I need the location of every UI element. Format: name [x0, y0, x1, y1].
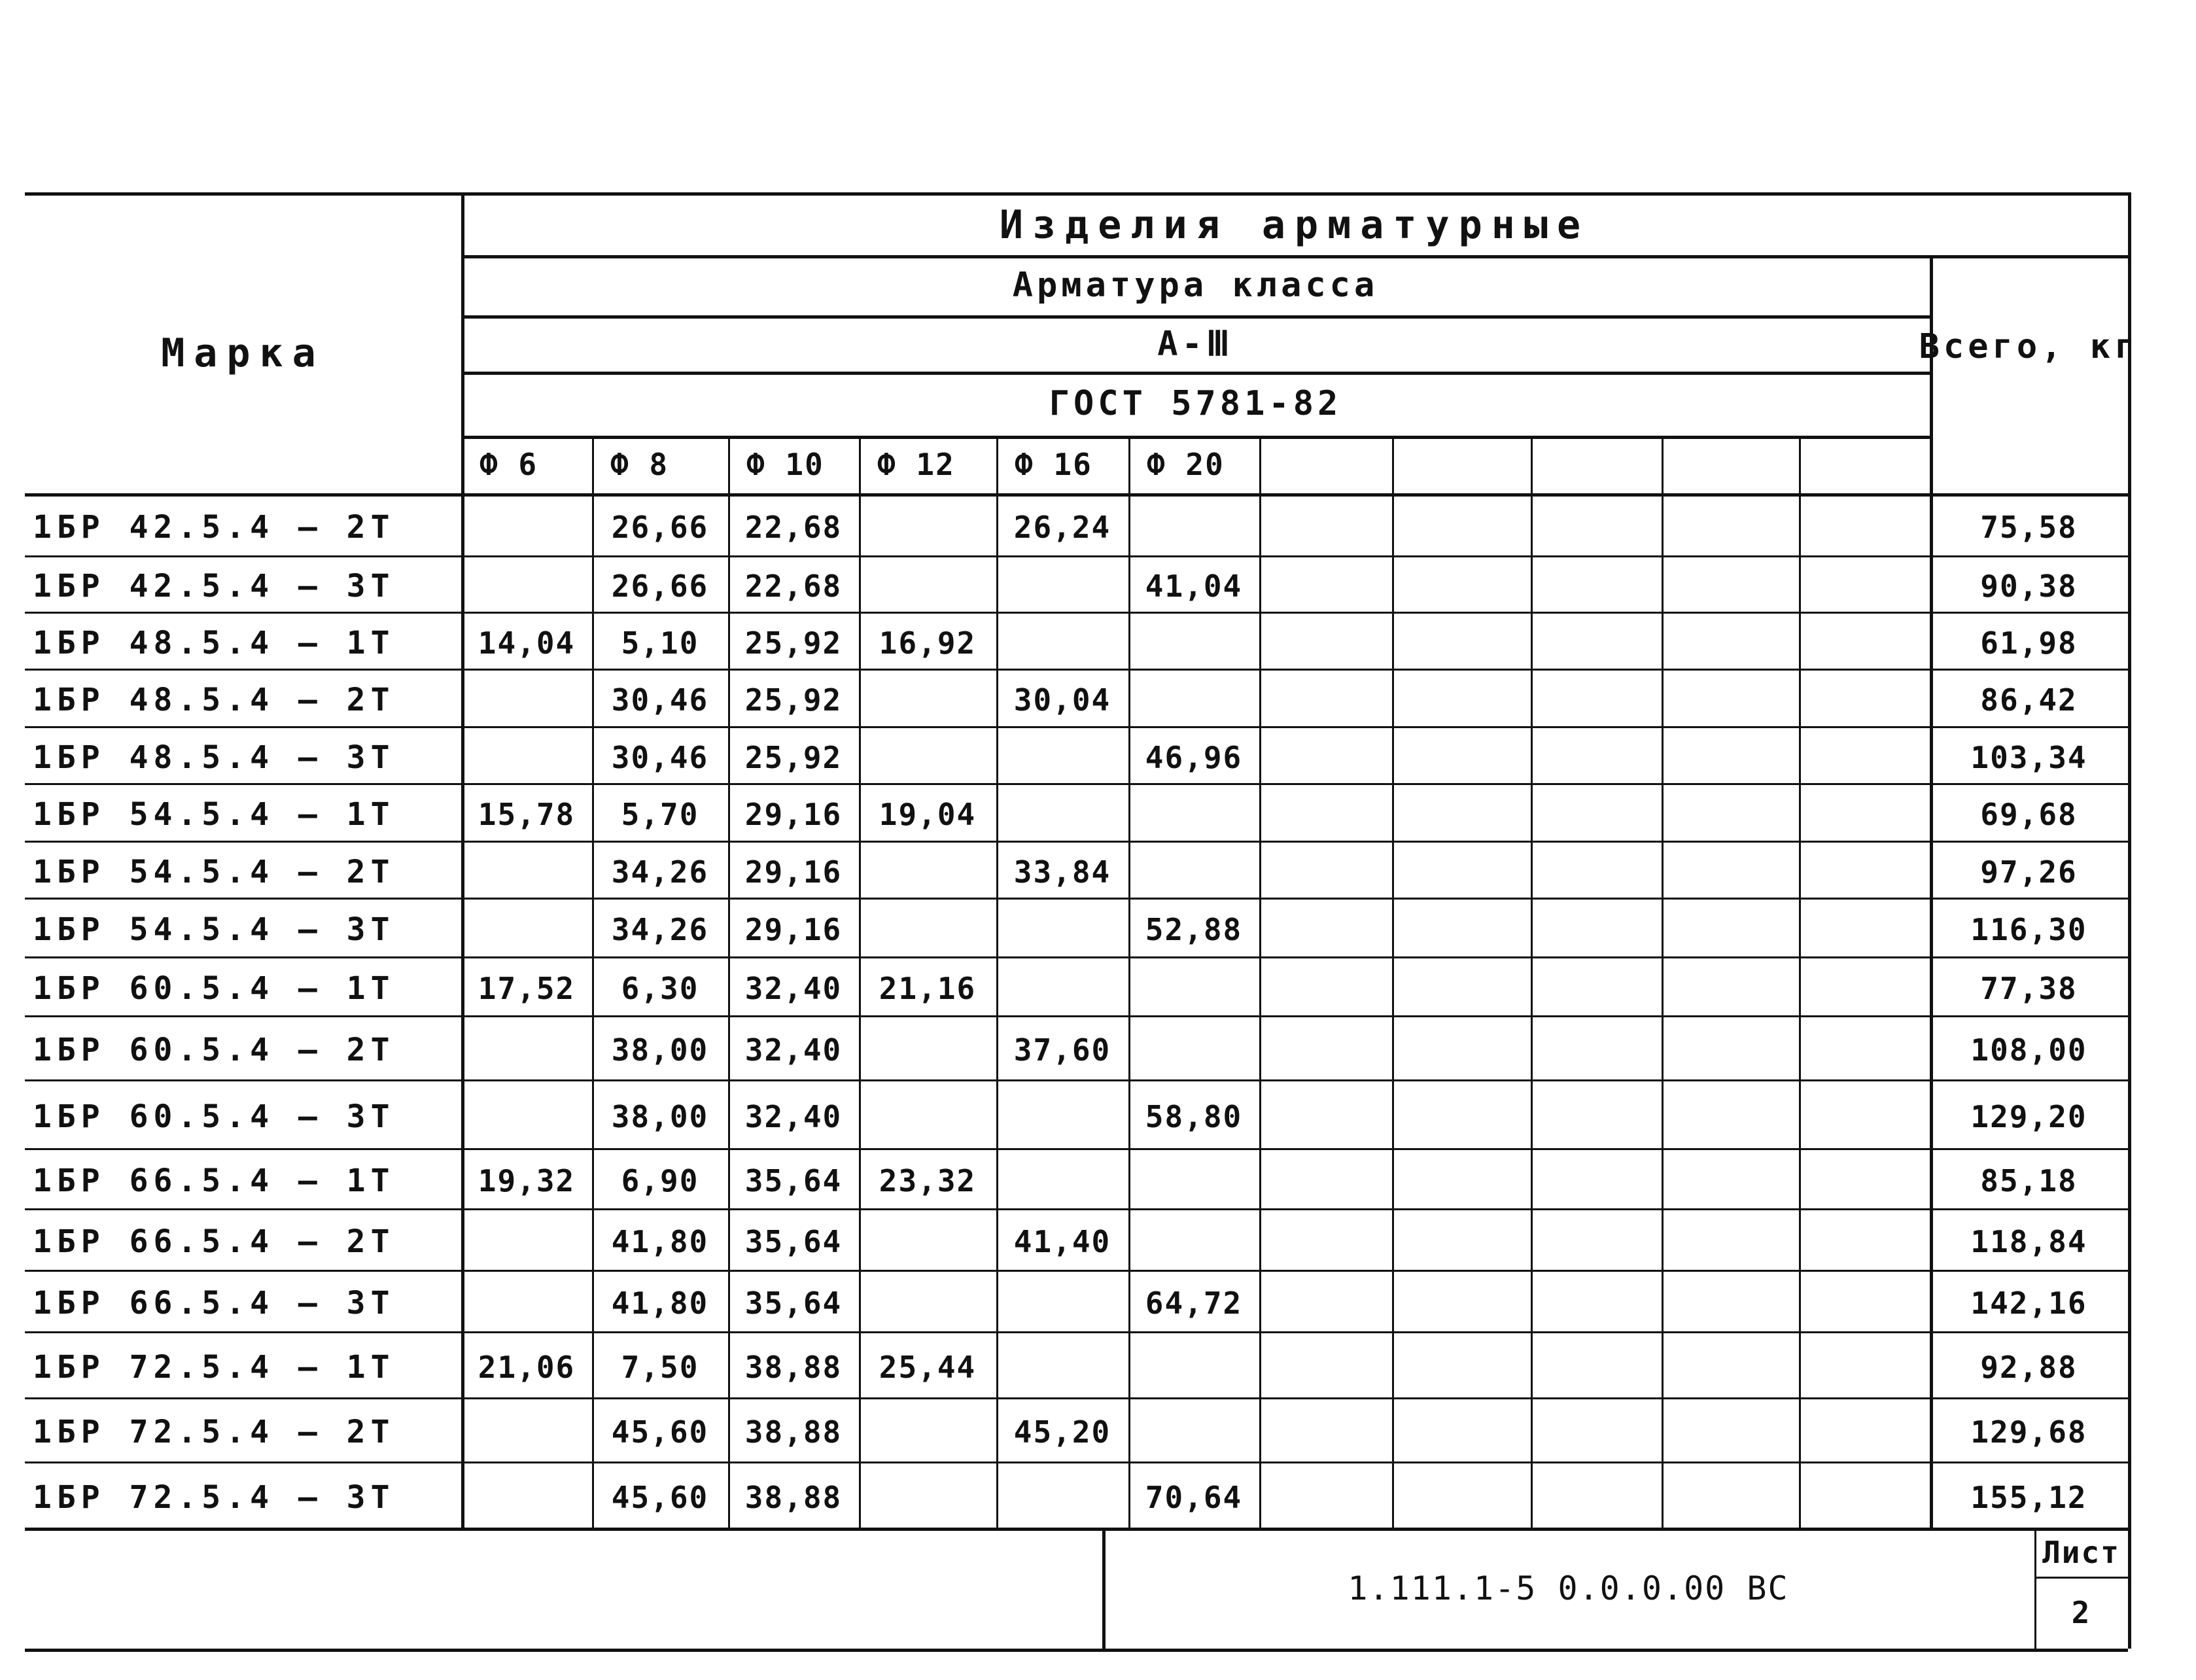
table-cell-value: 30,46	[611, 682, 709, 718]
table-cell-value: 22,68	[744, 509, 843, 545]
row-total: 90,38	[1980, 569, 2078, 604]
row-mark: 1БР 72.5.4 – 3Т	[33, 1479, 395, 1516]
sheet-number: 2	[2071, 1595, 2091, 1630]
table-cell-value: 17,52	[478, 971, 576, 1006]
table-cell-value: 32,40	[744, 1098, 843, 1134]
row-mark: 1БР 60.5.4 – 1Т	[33, 970, 395, 1007]
row-mark: 1БР 72.5.4 – 1Т	[33, 1348, 395, 1386]
table-cell-value: 30,46	[611, 739, 709, 775]
row-line	[25, 1148, 2128, 1150]
diameter-column-divider	[1392, 436, 1394, 1528]
header-line-1	[461, 255, 2128, 258]
row-total: 103,34	[1970, 739, 2087, 775]
diameter-column-divider	[859, 436, 861, 1528]
table-cell-value: 5,70	[621, 797, 699, 832]
table-cell-value: 41,80	[611, 1286, 709, 1321]
diameter-column-divider	[592, 436, 594, 1528]
row-line	[25, 1397, 2128, 1399]
armatura-class-header: Арматура класса	[1012, 266, 1379, 305]
marka-divider	[461, 192, 464, 1528]
table-cell-value: 5,10	[621, 625, 699, 661]
total-header: Всего, кг	[1919, 327, 2139, 366]
group-title: Изделия арматурные	[999, 202, 1590, 248]
row-total: 77,38	[1980, 971, 2078, 1006]
table-cell-value: 29,16	[744, 797, 843, 832]
table-cell-value: 35,64	[744, 1286, 843, 1321]
table-cell-value: 6,30	[621, 971, 699, 1006]
table-cell-value: 70,64	[1145, 1479, 1243, 1515]
row-line	[25, 1079, 2128, 1081]
table-cell-value: 25,44	[879, 1349, 977, 1385]
class-value: А-Ⅲ	[1157, 324, 1234, 364]
sheet-label: Лист	[2042, 1534, 2120, 1570]
table-cell-value: 58,80	[1145, 1098, 1243, 1134]
diameter-header: Ф 16	[1015, 447, 1092, 482]
marka-header: Марка	[161, 330, 325, 376]
table-cell-value: 7,50	[621, 1349, 699, 1385]
table-cell-value: 26,66	[611, 569, 709, 604]
row-line	[25, 1461, 2128, 1463]
row-total: 97,26	[1980, 854, 2078, 890]
row-line	[25, 1015, 2128, 1017]
row-mark: 1БР 48.5.4 – 1Т	[33, 624, 395, 661]
table-cell-value: 38,00	[611, 1098, 709, 1134]
diameter-header: Ф 10	[746, 447, 824, 482]
row-mark: 1БР 54.5.4 – 3Т	[33, 911, 395, 948]
table-cell-value: 25,92	[744, 682, 843, 718]
table-cell-value: 14,04	[478, 625, 576, 661]
row-total: 85,18	[1980, 1163, 2078, 1199]
table-cell-value: 21,06	[478, 1349, 576, 1385]
row-line	[25, 956, 2128, 958]
row-mark: 1БР 48.5.4 – 3Т	[33, 739, 395, 776]
table-cell-value: 26,66	[611, 509, 709, 545]
document-code: 1.111.1-5 0.0.0.00 ВС	[1348, 1569, 1789, 1607]
table-cell-value: 22,68	[744, 569, 843, 604]
row-total: 75,58	[1980, 509, 2078, 545]
table-cell-value: 41,40	[1013, 1224, 1111, 1259]
table-cell-value: 32,40	[744, 1032, 843, 1068]
table-cell-value: 35,64	[744, 1163, 843, 1199]
sheet-bottom-line	[25, 1649, 2128, 1652]
table-cell-value: 35,64	[744, 1224, 843, 1259]
diameter-column-divider	[728, 436, 730, 1528]
table-cell-value: 33,84	[1013, 854, 1111, 890]
diameter-column-divider	[1799, 436, 1801, 1528]
header-bottom-line	[25, 493, 2128, 497]
row-mark: 1БР 66.5.4 – 1Т	[33, 1163, 395, 1199]
table-bottom-line	[25, 1528, 2128, 1531]
table-cell-value: 23,32	[879, 1163, 977, 1199]
diameter-column-divider	[996, 436, 998, 1528]
row-line	[25, 898, 2128, 900]
row-total: 129,20	[1970, 1098, 2087, 1134]
row-total: 155,12	[1970, 1479, 2087, 1515]
header-line-3	[461, 372, 1930, 375]
table-cell-value: 38,00	[611, 1032, 709, 1068]
total-divider	[1930, 255, 1933, 1528]
table-cell-value: 16,92	[879, 625, 977, 661]
title-block-divider	[1102, 1528, 1106, 1649]
table-cell-value: 32,40	[744, 971, 843, 1006]
table-cell-value: 15,78	[478, 797, 576, 832]
diameter-header: Ф 6	[479, 447, 538, 482]
row-total: 86,42	[1980, 682, 2078, 718]
row-mark: 1БР 42.5.4 – 3Т	[33, 568, 395, 604]
row-total: 118,84	[1970, 1224, 2087, 1259]
row-total: 108,00	[1970, 1032, 2087, 1068]
table-cell-value: 38,88	[744, 1349, 843, 1385]
row-line	[25, 841, 2128, 843]
table-cell-value: 52,88	[1145, 912, 1243, 947]
row-line	[25, 555, 2128, 557]
table-cell-value: 26,24	[1013, 509, 1111, 545]
diameter-column-divider	[1128, 436, 1130, 1528]
row-mark: 1БР 66.5.4 – 3Т	[33, 1285, 395, 1321]
table-cell-value: 29,16	[744, 854, 843, 890]
diameter-column-divider	[1531, 436, 1533, 1528]
gost-label: ГОСТ 5781-82	[1049, 384, 1342, 423]
table-cell-value: 34,26	[611, 912, 709, 947]
table-cell-value: 46,96	[1145, 739, 1243, 775]
row-total: 69,68	[1980, 797, 2078, 832]
sheet-box-midline	[2034, 1577, 2128, 1579]
diameter-header: Ф 20	[1147, 447, 1225, 482]
table-cell-value: 25,92	[744, 625, 843, 661]
row-total: 92,88	[1980, 1349, 2078, 1385]
table-cell-value: 19,32	[478, 1163, 576, 1199]
table-cell-value: 38,88	[744, 1414, 843, 1450]
row-mark: 1БР 66.5.4 – 2Т	[33, 1223, 395, 1260]
table-cell-value: 45,60	[611, 1414, 709, 1450]
table-cell-value: 29,16	[744, 912, 843, 947]
header-line-2	[461, 315, 1930, 319]
row-mark: 1БР 48.5.4 – 2Т	[33, 682, 395, 718]
table-cell-value: 45,60	[611, 1479, 709, 1515]
row-line	[25, 1331, 2128, 1333]
table-right-border	[2128, 192, 2131, 1649]
table-cell-value: 41,04	[1145, 569, 1243, 604]
row-total: 116,30	[1970, 912, 2087, 947]
diameter-header: Ф 12	[877, 447, 955, 482]
row-mark: 1БР 60.5.4 – 3Т	[33, 1098, 395, 1135]
row-mark: 1БР 54.5.4 – 1Т	[33, 796, 395, 833]
diameter-column-divider	[1662, 436, 1664, 1528]
diameter-header: Ф 8	[610, 447, 669, 482]
table-cell-value: 34,26	[611, 854, 709, 890]
table-cell-value: 45,20	[1013, 1414, 1111, 1450]
diameter-column-divider	[1259, 436, 1261, 1528]
row-line	[25, 1270, 2128, 1272]
table-cell-value: 25,92	[744, 739, 843, 775]
row-line	[25, 669, 2128, 671]
row-total: 129,68	[1970, 1414, 2087, 1450]
row-line	[25, 726, 2128, 728]
sheet-box-divider	[2034, 1528, 2036, 1649]
table-cell-value: 30,04	[1013, 682, 1111, 718]
table-cell-value: 21,16	[879, 971, 977, 1006]
table-cell-value: 64,72	[1145, 1286, 1243, 1321]
table-top-border	[25, 192, 2128, 196]
row-mark: 1БР 42.5.4 – 2Т	[33, 508, 395, 546]
row-mark: 1БР 60.5.4 – 2Т	[33, 1032, 395, 1068]
row-mark: 1БР 72.5.4 – 2Т	[33, 1414, 395, 1450]
row-line	[25, 612, 2128, 614]
row-line	[25, 783, 2128, 785]
row-total: 61,98	[1980, 625, 2078, 661]
table-cell-value: 38,88	[744, 1479, 843, 1515]
row-total: 142,16	[1970, 1286, 2087, 1321]
table-cell-value: 6,90	[621, 1163, 699, 1199]
row-line	[25, 1208, 2128, 1210]
table-cell-value: 37,60	[1013, 1032, 1111, 1068]
table-cell-value: 41,80	[611, 1224, 709, 1259]
table-cell-value: 19,04	[879, 797, 977, 832]
header-line-5	[461, 436, 1930, 439]
row-mark: 1БР 54.5.4 – 2Т	[33, 853, 395, 890]
